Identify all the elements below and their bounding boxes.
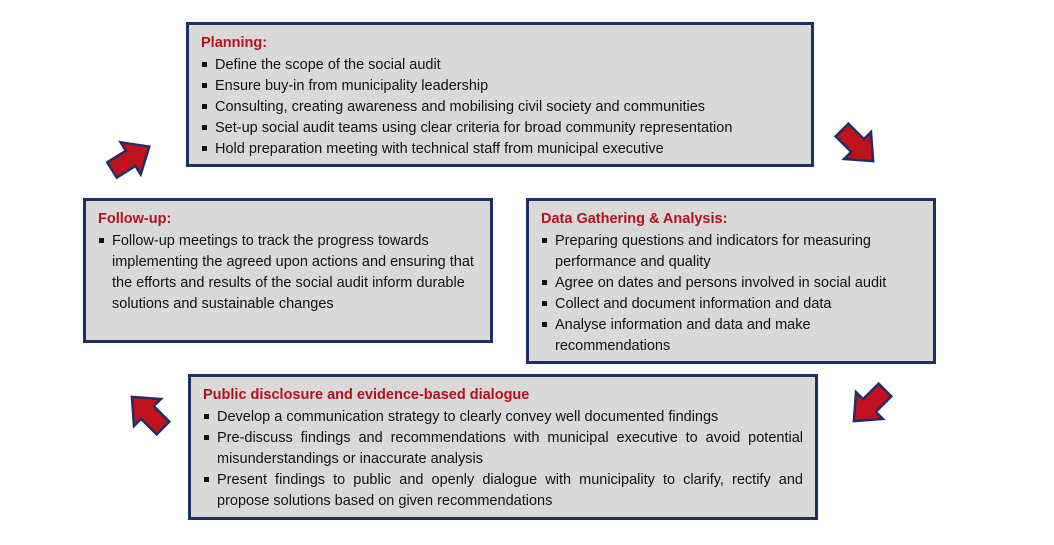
list-item: Develop a communication strategy to clearly convey well documented findings <box>203 407 803 428</box>
list-item: Define the scope of the social audit <box>201 55 799 76</box>
list-item: Present findings to public and openly dialogue with municipality to clarify, rectify and propose solutions based on given recommendations <box>203 470 803 512</box>
list-item: Hold preparation meeting with technical staff from municipal executive <box>201 139 799 160</box>
list-item: Ensure buy-in from municipality leadership <box>201 76 799 97</box>
disclosure-title: Public disclosure and evidence-based dialogue <box>203 387 530 403</box>
disclosure-box <box>188 374 818 520</box>
list-item: Collect and document information and data <box>541 294 921 315</box>
arrow-down-left-icon <box>840 377 898 435</box>
arrow-down-right-icon <box>829 117 887 175</box>
data-gathering-box <box>526 198 936 364</box>
arrow-up-right-icon <box>102 131 159 187</box>
list-item: Follow-up meetings to track the progress towards implementing the agreed upon actions and ensuring that the efforts and results of the social audit inform durable solutions and sustainable changes <box>98 231 478 315</box>
planning-box <box>186 22 814 167</box>
list-item: Consulting, creating awareness and mobilising civil society and communities <box>201 97 799 118</box>
follow-up-title: Follow-up: <box>98 211 172 227</box>
arrow-up-left-icon <box>118 383 176 441</box>
list-item: Pre-discuss findings and recommendations with municipal executive to avoid potential misunderstandings or inaccurate analysis <box>203 428 803 470</box>
planning-title: Planning: <box>201 35 268 51</box>
follow-up-box <box>83 198 493 343</box>
data-gathering-title: Data Gathering & Analysis: <box>541 211 728 227</box>
follow-up-list <box>98 231 478 315</box>
list-item: Analyse information and data and make recommendations <box>541 315 921 357</box>
disclosure-list <box>203 407 803 512</box>
planning-list <box>201 55 799 160</box>
data-gathering-list <box>541 231 921 357</box>
list-item: Agree on dates and persons involved in social audit <box>541 273 921 294</box>
list-item: Set-up social audit teams using clear criteria for broad community representation <box>201 118 799 139</box>
list-item: Preparing questions and indicators for measuring performance and quality <box>541 231 921 273</box>
